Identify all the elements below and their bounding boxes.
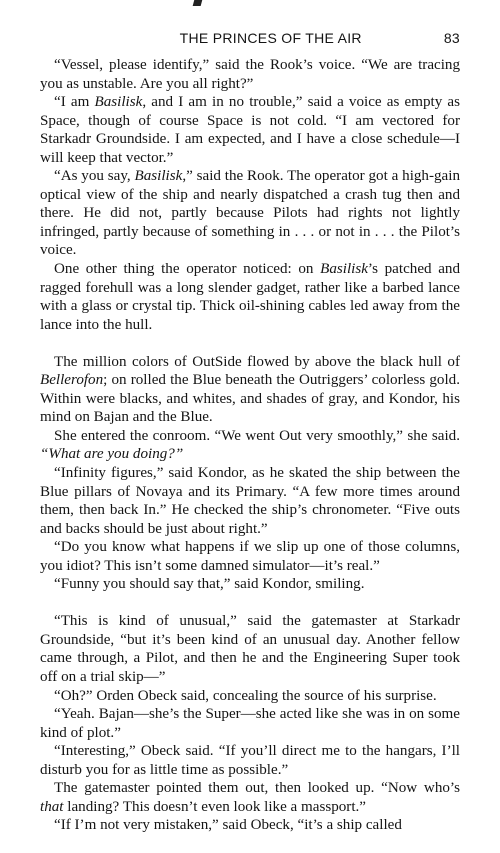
text-run: “Vessel, please identify,” said the Rook’s voice. “We are tracing you as unstable. Are you all right?” (40, 57, 460, 92)
section-break (40, 334, 460, 353)
text-run: The gatemaster pointed them out, then looked up. “Now who’s (54, 780, 460, 797)
italic-run: that (40, 798, 64, 815)
text-run: “I am (54, 94, 95, 111)
paragraph (40, 167, 460, 260)
text-run: “This is kind of unusual,” said the gatemaster at Starkadr Groundside, “but it’s been kind of an unusual day. Another fellow came through, a Pilot, and then he and the Engineering Super took off on a trial skip—” (40, 613, 460, 685)
italic-run: Basilisk (94, 94, 143, 111)
text-run: ,” said the Rook. The operator got a high-gain optical view of the ship and nearly dispatched a crash tug then and there. He did not, partly because Pilots had rights not lightly infringed, partly because of something in . . . or not in . . . the Pilot’s voice. (40, 168, 460, 259)
paragraph (40, 705, 460, 742)
paragraph (40, 464, 460, 538)
text-run: , and I am in no trouble,” said a voice as empty as Space, though of course Space is not cold. “I am vectored for Starkadr Groundside. I am expected, and I have a close schedule—I will keep that vector.” (40, 94, 460, 166)
paragraph (40, 260, 460, 334)
text-run: “Infinity figures,” said Kondor, as he skated the ship between the Blue pillars of Novaya and its Primary. “A few more times around them, then back In.” He checked the ship’s chronometer. “Five outs and backs should be just about right.” (40, 464, 460, 537)
page-number: 83 (443, 30, 460, 46)
paragraph (40, 538, 460, 575)
text-run: She entered the conroom. “We went Out very smoothly,” she said. (54, 427, 460, 444)
paragraph (40, 687, 460, 706)
paragraph (40, 612, 460, 686)
italic-run: “What are you doing?” (40, 446, 184, 463)
paragraph (40, 427, 460, 464)
paragraph (40, 575, 460, 594)
top-crop-mark (140, 0, 240, 6)
text-run: “Do you know what happens if we slip up one of those columns, you idiot? This isn’t some damned simulator—it’s real.” (40, 539, 460, 574)
text-run: “As you say, (54, 168, 135, 185)
italic-run: Basilisk (320, 261, 368, 278)
paragraph (40, 742, 460, 779)
text-run: landing? This doesn’t even look like a massport.” (63, 798, 367, 815)
paragraph (40, 93, 460, 167)
running-title: THE PRINCES OF THE AIR (179, 30, 362, 46)
text-run: “Interesting,” Obeck said. “If you’ll direct me to the hangars, I’ll disturb you for as little time as possible.” (40, 743, 460, 778)
paragraph (40, 816, 460, 835)
italic-run: Bellerofon (40, 372, 104, 389)
text-run: “If I’m not very mistaken,” said Obeck, “it’s a ship called (54, 817, 402, 834)
text-run: One other thing the operator noticed: on (54, 261, 321, 278)
body-text (40, 56, 460, 835)
text-run: ’s patched and ragged forehull was a long slender gadget, rather like a barbed lance with a glass or crystal tip. Thick oil-shining cables led away from the lance into the hull. (40, 261, 460, 333)
italic-run: Basilisk (134, 168, 183, 185)
text-run: “Oh?” Orden Obeck said, concealing the source of his surprise. (54, 687, 437, 704)
paragraph (40, 353, 460, 427)
text-run: “Yeah. Bajan—she’s the Super—she acted like she was in on some kind of plot.” (40, 706, 460, 741)
section-break (40, 594, 460, 613)
text-run: ; on rolled the Blue beneath the Outriggers’ colorless gold. Within were blacks, and whites, and shades of gray, and Kondor, his mind on Bajan and the Blue. (40, 372, 460, 426)
paragraph (40, 56, 460, 93)
running-header (40, 30, 460, 46)
text-run: “Funny you should say that,” said Kondor, smiling. (54, 576, 365, 593)
text-run: The million colors of OutSide flowed by above the black hull of (54, 353, 460, 370)
paragraph (40, 779, 460, 816)
